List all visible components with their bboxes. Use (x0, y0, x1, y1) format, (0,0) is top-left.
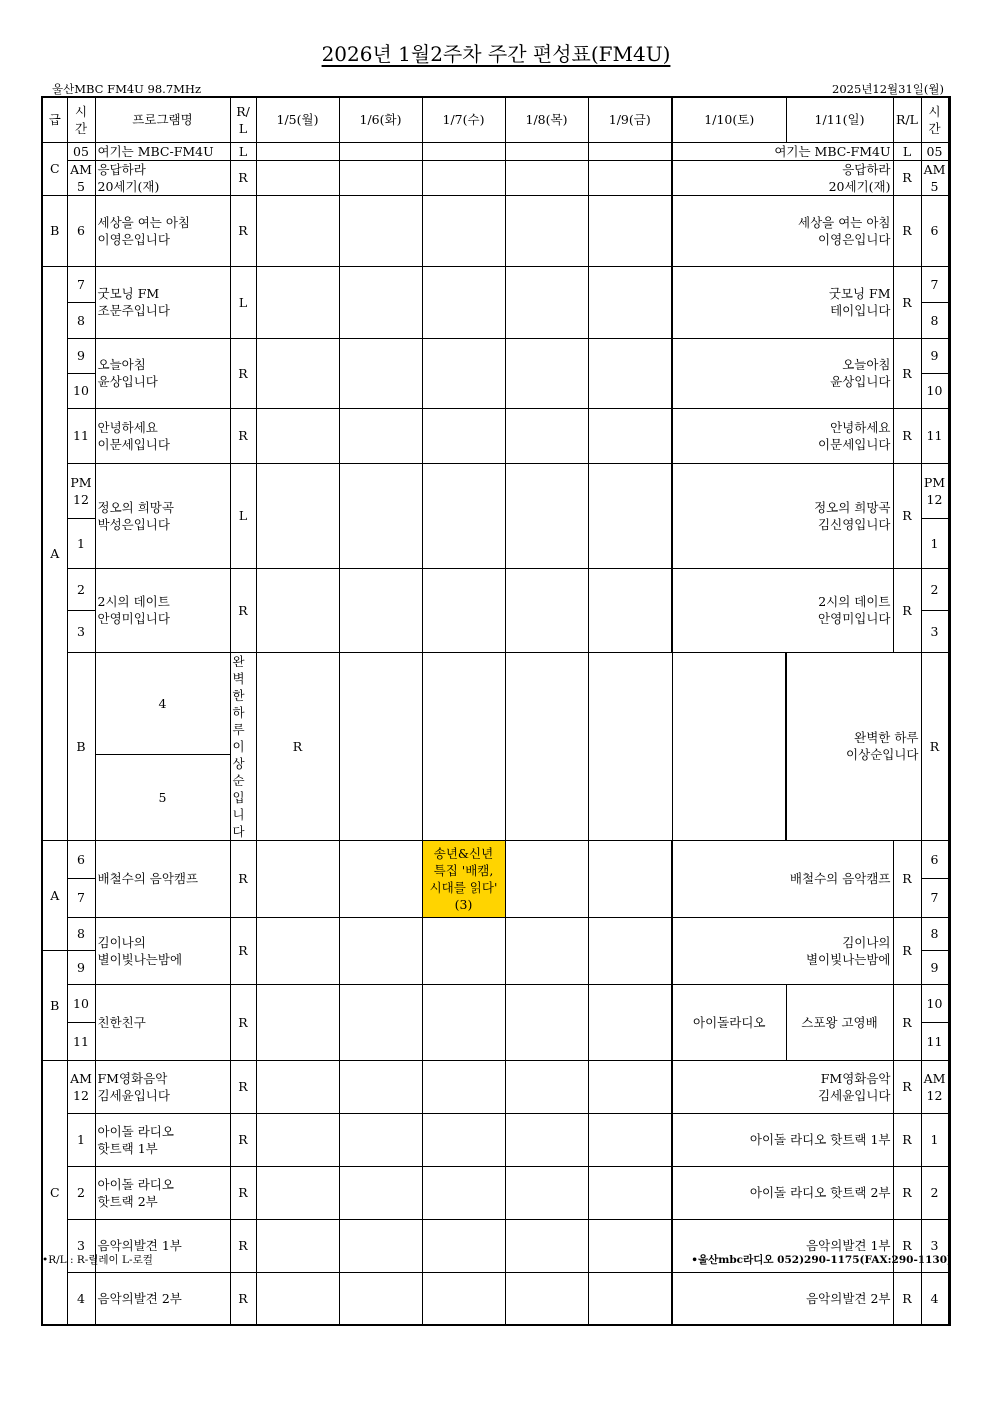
grade-cell: C (42, 1060, 67, 1325)
time-cell: 4 (95, 652, 230, 754)
weekend-program-cell: 여기는 MBC-FM4U (672, 142, 893, 160)
time-cell: 2 (67, 1166, 95, 1219)
issue-date: 2025년12월31일(월) (832, 82, 944, 96)
rl-cell: L (230, 142, 256, 160)
header-program: 프로그램명 (95, 97, 230, 142)
program-cell: 굿모닝 FM 조문주입니다 (95, 266, 230, 338)
grade-cell: A (42, 840, 67, 950)
weekend-rl-cell: R (893, 840, 921, 917)
weekend-program-cell: 음악의발견 1부 (672, 1219, 893, 1272)
rl-cell: R (230, 984, 256, 1060)
table-row (42, 1272, 950, 1325)
rl-cell: R (230, 160, 256, 195)
rl-cell: R (230, 1219, 256, 1272)
weekend-rl-cell: R (893, 266, 921, 338)
weekend-program-cell: 안녕하세요 이문세입니다 (672, 408, 893, 463)
special-broadcast-cell: 송년&신년 특집 '배캠, 시대를 읽다' (3) (422, 840, 505, 917)
program-cell: 오늘아침 윤상입니다 (95, 338, 230, 408)
rl-cell: L (230, 463, 256, 568)
program-cell: 배철수의 음악캠프 (95, 840, 230, 917)
grade-cell: B (67, 652, 95, 840)
time-cell-right: 11 (921, 1022, 948, 1060)
weekend-program-cell: 음악의발견 2부 (672, 1272, 893, 1325)
header-time-right: 시 간 (921, 97, 948, 142)
rl-cell: R (230, 917, 256, 984)
header-rl: R/ L (230, 97, 256, 142)
time-cell-right: 2 (921, 568, 948, 610)
header-row (42, 97, 950, 142)
time-cell-right: 6 (921, 840, 948, 878)
rl-cell: R (230, 840, 256, 917)
table-row (42, 160, 950, 195)
program-cell: 여기는 MBC-FM4U (95, 142, 230, 160)
rl-cell: R (230, 1272, 256, 1325)
time-cell: 1 (67, 518, 95, 568)
table-row (42, 984, 950, 1022)
grade-cell: C (42, 142, 67, 195)
time-cell: AM 12 (67, 1060, 95, 1113)
weekend-program-cell: 배철수의 음악캠프 (672, 840, 893, 917)
program-cell: 친한친구 (95, 984, 230, 1060)
time-cell: 7 (67, 266, 95, 302)
weekend-rl-cell: R (893, 338, 921, 408)
time-cell: 9 (67, 338, 95, 373)
time-cell-right: 11 (921, 408, 948, 463)
weekend-program-cell: 세상을 여는 아침 이영은입니다 (672, 195, 893, 266)
rl-legend: •R/L : R-릴레이 L-로컬 (42, 1254, 153, 1266)
rl-cell: R (230, 568, 256, 652)
weekend-rl-cell: R (893, 1219, 921, 1272)
time-cell-right: 9 (921, 950, 948, 984)
header-day-mon: 1/5(월) (256, 97, 339, 142)
time-cell-right: 7 (921, 266, 948, 302)
grade-cell: B (42, 195, 67, 266)
time-cell-right: 7 (921, 878, 948, 917)
time-cell-right: PM 12 (921, 463, 948, 518)
weekend-rl-cell: R (893, 408, 921, 463)
time-cell: 11 (67, 408, 95, 463)
sunday-program-cell: 스포왕 고영배 (786, 984, 893, 1060)
program-cell: 음악의발견 2부 (95, 1272, 230, 1325)
table-row (42, 652, 950, 754)
program-cell: 안녕하세요 이문세입니다 (95, 408, 230, 463)
time-cell-right: 6 (921, 195, 948, 266)
time-cell: 8 (67, 302, 95, 338)
weekend-program-cell: 굿모닝 FM 테이입니다 (672, 266, 893, 338)
time-cell-right: 1 (921, 1113, 948, 1166)
time-cell: 6 (67, 840, 95, 878)
weekend-program-cell: 김이나의 별이빛나는밤에 (672, 917, 893, 984)
table-row (42, 195, 950, 266)
rl-cell: R (230, 1166, 256, 1219)
grade-cell: B (42, 950, 67, 1060)
page-title: 2026년 1월2주차 주간 편성표(FM4U) (321, 42, 671, 66)
time-cell-right: 10 (921, 373, 948, 408)
weekend-rl-cell: R (893, 463, 921, 568)
time-cell-right: 1 (921, 518, 948, 568)
grade-cell: A (42, 266, 67, 840)
time-cell-right (948, 652, 950, 754)
program-cell: 아이돌 라디오 핫트랙 2부 (95, 1166, 230, 1219)
time-cell-right: 8 (921, 302, 948, 338)
weekend-program-cell: 아이돌 라디오 핫트랙 1부 (672, 1113, 893, 1166)
weekend-rl-cell: R (893, 917, 921, 984)
table-row (42, 568, 950, 610)
table-row (42, 338, 950, 373)
station-info: 울산MBC FM4U 98.7MHz (52, 82, 201, 96)
rl-cell: R (230, 1060, 256, 1113)
time-cell: 5 (95, 754, 230, 840)
program-cell: 아이돌 라디오 핫트랙 1부 (95, 1113, 230, 1166)
time-cell: 3 (67, 610, 95, 652)
time-cell-right (948, 754, 950, 840)
weekend-rl-cell: R (893, 1166, 921, 1219)
header-day-sun: 1/11(일) (786, 97, 893, 142)
program-cell: 완벽한 하루 이상순입니다 (230, 652, 256, 840)
table-row (42, 1166, 950, 1219)
time-cell-right: AM 12 (921, 1060, 948, 1113)
time-cell: 10 (67, 984, 95, 1022)
program-cell: 세상을 여는 아침 이영은입니다 (95, 195, 230, 266)
header-time: 시 간 (67, 97, 95, 142)
time-cell: 11 (67, 1022, 95, 1060)
program-cell: 2시의 데이트 안영미입니다 (95, 568, 230, 652)
time-cell-right: 2 (921, 1166, 948, 1219)
weekend-program-cell: 응답하라 20세기(재) (672, 160, 893, 195)
time-cell-right: 4 (921, 1272, 948, 1325)
header-day-fri: 1/9(금) (588, 97, 672, 142)
contact-info: •울산mbc라디오 052)290-1175(FAX:290-1130) (691, 1254, 952, 1266)
weekend-program-cell: 2시의 데이트 안영미입니다 (672, 568, 893, 652)
header-rl-weekend: R/L (893, 97, 921, 142)
rl-cell: R (230, 1113, 256, 1166)
time-cell: 9 (67, 950, 95, 984)
weekend-rl-cell: R (893, 1113, 921, 1166)
weekend-rl-cell: R (893, 984, 921, 1060)
time-cell: AM 5 (67, 160, 95, 195)
time-cell-right: 9 (921, 338, 948, 373)
header-day-wed: 1/7(수) (422, 97, 505, 142)
table-row (42, 840, 950, 878)
weekend-rl-cell: R (893, 1272, 921, 1325)
table-row (42, 142, 950, 160)
saturday-program-cell: 아이돌라디오 (672, 984, 786, 1060)
table-row (42, 1113, 950, 1166)
rl-cell: R (256, 652, 339, 840)
time-cell: 7 (67, 878, 95, 917)
table-row (42, 1060, 950, 1113)
time-cell-right: 3 (921, 610, 948, 652)
time-cell-right: 8 (921, 917, 948, 950)
rl-cell: R (230, 195, 256, 266)
header-day-sat: 1/10(토) (672, 97, 786, 142)
time-cell: 10 (67, 373, 95, 408)
weekend-rl-cell: L (893, 142, 921, 160)
weekend-program-cell: 완벽한 하루 이상순입니다 (786, 652, 921, 840)
time-cell: 05 (67, 142, 95, 160)
header-day-tue: 1/6(화) (339, 97, 422, 142)
weekend-rl-cell: R (893, 1060, 921, 1113)
table-row (42, 266, 950, 302)
weekend-program-cell: 오늘아침 윤상입니다 (672, 338, 893, 408)
program-cell: 음악의발견 1부 (95, 1219, 230, 1272)
time-cell-right: 3 (921, 1219, 948, 1272)
time-cell: PM 12 (67, 463, 95, 518)
rl-cell: R (230, 338, 256, 408)
time-cell-right: 05 (921, 142, 948, 160)
table-row (42, 408, 950, 463)
time-cell: 6 (67, 195, 95, 266)
schedule-table (41, 96, 951, 1326)
rl-cell: R (230, 408, 256, 463)
weekend-program-cell: FM영화음악 김세윤입니다 (672, 1060, 893, 1113)
program-cell: 응답하라 20세기(재) (95, 160, 230, 195)
time-cell: 8 (67, 917, 95, 950)
weekend-rl-cell: R (893, 160, 921, 195)
time-cell: 1 (67, 1113, 95, 1166)
program-cell: FM영화음악 김세윤입니다 (95, 1060, 230, 1113)
rl-cell: L (230, 266, 256, 338)
weekend-program-cell: 정오의 희망곡 김신영입니다 (672, 463, 893, 568)
weekend-rl-cell: R (893, 195, 921, 266)
header-grade: 급 (42, 97, 67, 142)
time-cell-right: AM 5 (921, 160, 948, 195)
weekend-rl-cell: R (893, 568, 921, 652)
table-row (42, 917, 950, 950)
table-row (42, 463, 950, 518)
time-cell-right: 10 (921, 984, 948, 1022)
time-cell: 2 (67, 568, 95, 610)
weekend-program-cell: 아이돌 라디오 핫트랙 2부 (672, 1166, 893, 1219)
program-cell: 정오의 희망곡 박성은입니다 (95, 463, 230, 568)
program-cell: 김이나의 별이빛나는밤에 (95, 917, 230, 984)
time-cell: 3 (67, 1219, 95, 1272)
header-day-thu: 1/8(목) (505, 97, 588, 142)
time-cell: 4 (67, 1272, 95, 1325)
weekend-rl-cell: R (921, 652, 948, 840)
